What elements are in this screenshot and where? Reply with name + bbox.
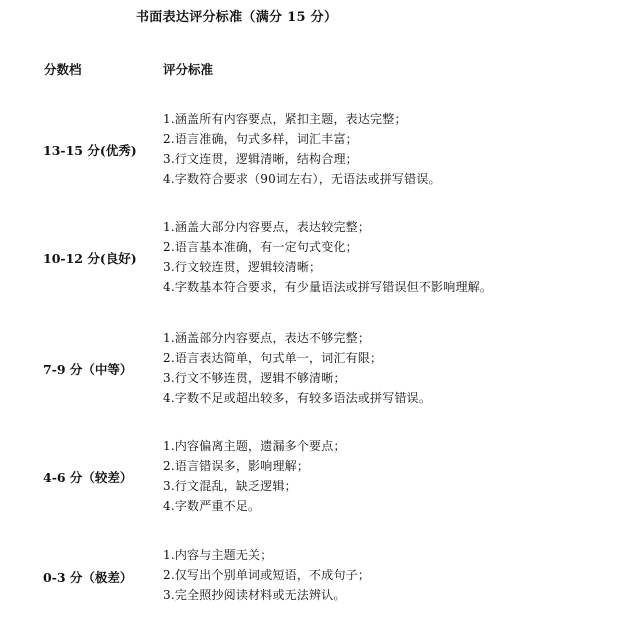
band-score-label: 13-15 分(优秀)	[43, 143, 137, 158]
criteria-list	[163, 109, 441, 189]
criteria-list	[163, 328, 431, 408]
band-score-label: 4-6 分（较差）	[43, 470, 133, 485]
criteria-item: 1.内容与主题无关；	[163, 548, 273, 562]
criteria-column-header: 评分标准	[163, 62, 214, 77]
criteria-item: 3.行文较连贯，逻辑较清晰；	[163, 260, 322, 274]
criteria-item: 2.语言准确，句式多样，词汇丰富；	[163, 132, 358, 146]
criteria-item: 4.字数严重不足。	[163, 499, 261, 513]
criteria-list	[163, 217, 492, 297]
criteria-item: 3.完全照抄阅读材料或无法辨认。	[163, 588, 346, 602]
criteria-item: 2.仅写出个别单词或短语，不成句子；	[163, 568, 371, 582]
criteria-item: 1.内容偏离主题，遗漏多个要点；	[163, 439, 346, 453]
criteria-item: 3.行文连贯，逻辑清晰，结构合理；	[163, 152, 358, 166]
criteria-item: 1.涵盖所有内容要点，紧扣主题，表达完整；	[163, 112, 407, 126]
document-title: 书面表达评分标准（满分 15 分）	[136, 10, 338, 25]
criteria-item: 4.字数基本符合要求，有少量语法或拼写错误但不影响理解。	[163, 280, 493, 294]
criteria-item: 3.行文混乱，缺乏逻辑；	[163, 479, 297, 493]
criteria-item: 4.字数符合要求（90词左右），无语法或拼写错误。	[163, 172, 441, 186]
criteria-item: 2.语言基本准确，有一定句式变化；	[163, 240, 358, 254]
criteria-item: 3.行文不够连贯，逻辑不够清晰；	[163, 371, 346, 385]
criteria-item: 1.涵盖大部分内容要点，表达较完整；	[163, 220, 371, 234]
score-column-header: 分数档	[44, 62, 82, 77]
criteria-item: 2.语言错误多，影响理解；	[163, 459, 310, 473]
criteria-item: 2.语言表达简单，句式单一，词汇有限；	[163, 351, 383, 365]
criteria-item: 4.字数不足或超出较多，有较多语法或拼写错误。	[163, 391, 432, 405]
band-score-label: 7-9 分（中等）	[43, 362, 133, 377]
criteria-list	[163, 436, 346, 516]
criteria-item: 1.涵盖部分内容要点，表达不够完整；	[163, 331, 371, 345]
band-score-label: 0-3 分（极差）	[43, 570, 133, 585]
criteria-list	[163, 545, 370, 605]
band-score-label: 10-12 分(良好)	[43, 251, 137, 266]
